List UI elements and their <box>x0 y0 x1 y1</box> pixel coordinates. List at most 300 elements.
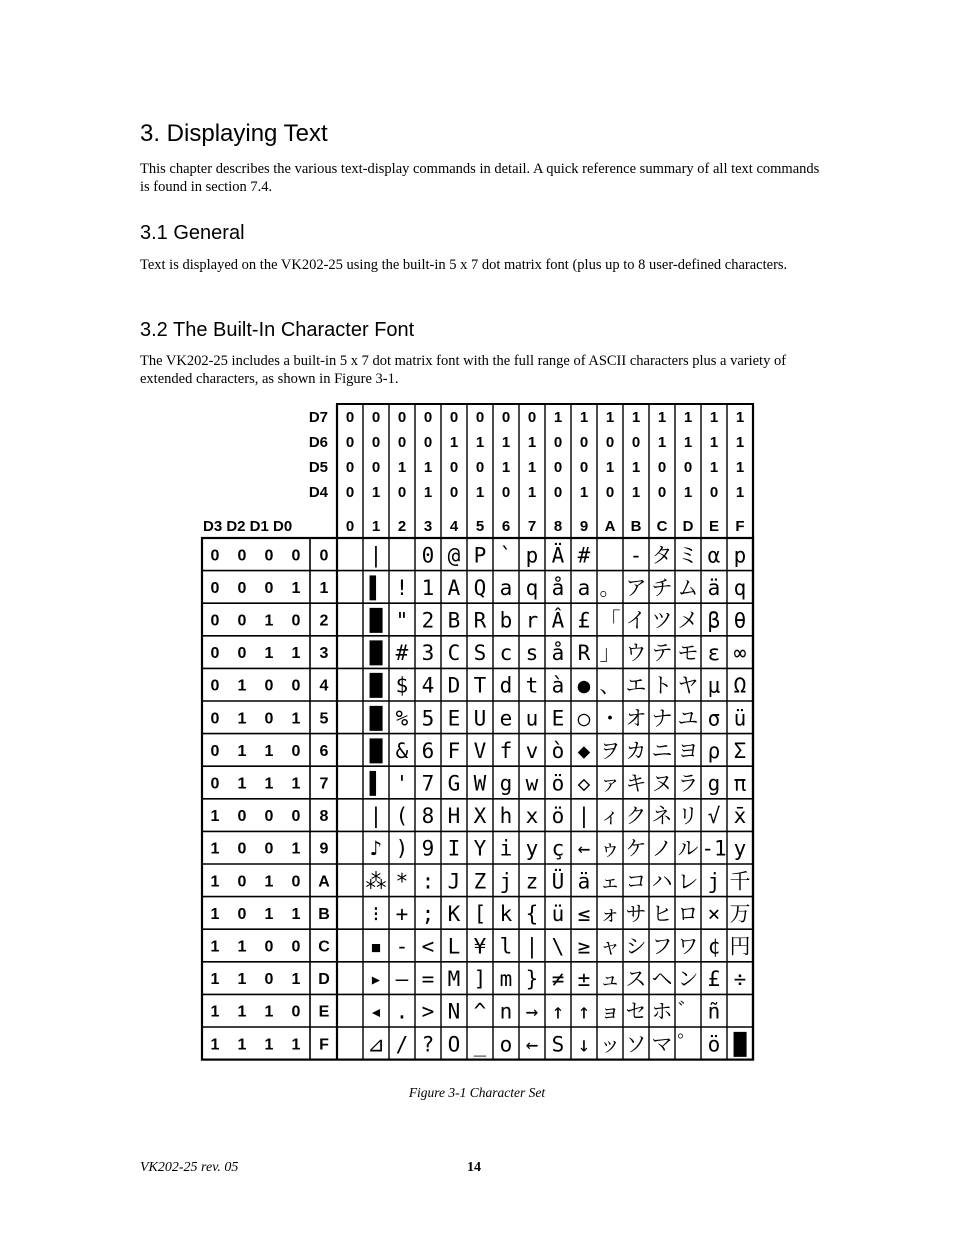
row-hex-label: C <box>318 938 330 956</box>
row-bit-value: 0 <box>210 645 220 663</box>
lower-bits-header: D3 D2 D1 D0 <box>203 518 293 535</box>
character-glyph: ○ <box>577 706 591 731</box>
row-bit-value: 0 <box>264 971 274 989</box>
character-glyph: f <box>499 738 513 763</box>
character-glyph: F <box>447 738 461 763</box>
column-hex-label: 2 <box>397 518 407 535</box>
character-glyph: イ <box>625 608 647 633</box>
upper-bit-value: 0 <box>709 484 719 501</box>
character-glyph: ホ <box>651 999 673 1024</box>
upper-bit-value: 1 <box>397 459 407 476</box>
character-glyph: ヤ <box>677 673 699 698</box>
character-glyph: W <box>473 771 487 796</box>
row-bit-value: 0 <box>264 938 274 956</box>
character-glyph: o <box>499 1032 513 1057</box>
row-hex-label: 0 <box>319 547 329 565</box>
row-hex-label: 7 <box>319 775 329 793</box>
character-glyph: メ <box>677 608 699 633</box>
character-glyph: | <box>525 934 539 959</box>
character-glyph: ノ <box>651 836 673 861</box>
character-glyph: ⁝ <box>372 901 380 926</box>
character-glyph: I <box>447 836 461 861</box>
character-glyph: ; <box>421 901 435 926</box>
character-glyph: √ <box>707 804 721 829</box>
character-glyph: 0 <box>421 543 435 568</box>
character-glyph: α <box>707 543 721 568</box>
upper-bit-value: 0 <box>683 459 693 476</box>
column-hex-label: D <box>682 518 694 535</box>
character-glyph: ュ <box>599 967 621 992</box>
row-bit-value: 1 <box>237 971 247 989</box>
character-glyph: : <box>421 869 435 894</box>
character-glyph: ャ <box>599 934 621 959</box>
character-glyph: チ <box>651 575 673 600</box>
character-glyph: < <box>421 934 435 959</box>
upper-bit-value: 1 <box>605 459 615 476</box>
row-hex-label: 3 <box>319 645 329 663</box>
upper-bit-value: 0 <box>657 459 667 476</box>
character-glyph: ρ <box>707 738 721 763</box>
character-glyph: g <box>499 771 513 796</box>
character-glyph: 千 <box>729 869 751 894</box>
column-hex-label: 3 <box>423 518 433 535</box>
character-glyph: £ <box>707 967 721 992</box>
character-glyph: ♪ <box>369 836 383 861</box>
character-glyph: ク <box>625 804 647 829</box>
character-glyph: S <box>551 1032 565 1057</box>
upper-bit-value: 0 <box>449 459 459 476</box>
row-bit-value: 0 <box>291 547 301 565</box>
character-glyph: ケ <box>625 836 647 861</box>
character-glyph: ゛ <box>677 999 699 1024</box>
character-glyph: ⁂ <box>365 869 387 894</box>
character-glyph: * <box>395 869 409 894</box>
character-glyph: - <box>629 543 643 568</box>
character-glyph: u <box>525 706 539 731</box>
character-glyph: 円 <box>729 934 751 959</box>
row-bit-value: 1 <box>264 1003 274 1021</box>
character-glyph: j <box>499 869 513 894</box>
column-hex-label: 5 <box>475 518 485 535</box>
character-glyph: テ <box>651 641 673 666</box>
character-glyph: ) <box>395 836 409 861</box>
row-bit-value: 0 <box>264 808 274 826</box>
upper-bit-value: 1 <box>449 434 459 451</box>
character-glyph: ロ <box>677 901 699 926</box>
character-glyph: { <box>525 901 539 926</box>
upper-bit-value: 1 <box>631 459 641 476</box>
character-glyph: l <box>499 934 513 959</box>
row-bit-value: 0 <box>210 579 220 597</box>
row-bit-value: 1 <box>291 971 301 989</box>
upper-bit-value: 0 <box>631 434 641 451</box>
row-bit-value: 0 <box>264 547 274 565</box>
row-bit-value: 0 <box>237 579 247 597</box>
character-glyph: = <box>421 967 435 992</box>
character-glyph: ヲ <box>599 738 621 763</box>
character-glyph: D <box>447 673 461 698</box>
upper-bit-value: 0 <box>605 484 615 501</box>
row-hex-label: 1 <box>319 579 329 597</box>
character-glyph: ≤ <box>577 901 591 926</box>
character-glyph: ァ <box>599 771 621 796</box>
character-glyph: U <box>473 706 487 731</box>
character-glyph: ¢ <box>707 934 721 959</box>
character-glyph: 9 <box>421 836 435 861</box>
character-glyph: 5 <box>421 706 435 731</box>
row-bit-value: 1 <box>291 645 301 663</box>
character-glyph: → <box>525 999 539 1024</box>
character-glyph: ö <box>707 1032 721 1057</box>
character-glyph: ス <box>625 967 647 992</box>
character-glyph: オ <box>625 706 647 731</box>
row-bit-value: 0 <box>291 1003 301 1021</box>
character-glyph: ç <box>551 836 565 861</box>
character-glyph: ò <box>551 738 565 763</box>
character-glyph: i <box>499 836 513 861</box>
character-glyph: à <box>551 673 565 698</box>
row-bit-value: 1 <box>210 808 220 826</box>
upper-bit-value: 1 <box>735 409 745 426</box>
character-glyph: Ä <box>551 543 565 568</box>
character-glyph: - <box>395 934 409 959</box>
upper-bit-label: D6 <box>308 434 328 451</box>
row-bit-value: 0 <box>264 677 274 695</box>
character-glyph: ヒ <box>651 901 673 926</box>
character-glyph: ネ <box>651 804 673 829</box>
upper-bit-value: 1 <box>553 409 563 426</box>
character-glyph: q <box>525 575 539 600</box>
character-glyph: Y <box>473 836 487 861</box>
character-glyph: ニ <box>651 738 673 763</box>
character-glyph: ッ <box>599 1032 621 1057</box>
character-glyph: S <box>473 641 487 666</box>
row-bit-value: 0 <box>210 547 220 565</box>
character-glyph: セ <box>625 999 647 1024</box>
row-bit-value: 0 <box>291 808 301 826</box>
character-glyph: █ <box>369 738 383 763</box>
upper-bit-value: 0 <box>449 484 459 501</box>
character-glyph: ● <box>577 673 591 698</box>
character-glyph: > <box>421 999 435 1024</box>
character-glyph: p <box>733 543 747 568</box>
upper-bit-value: 0 <box>345 434 355 451</box>
upper-bit-value: 1 <box>657 434 667 451</box>
character-glyph: ミ <box>677 543 699 568</box>
upper-bit-value: 0 <box>345 409 355 426</box>
character-glyph: モ <box>677 641 699 666</box>
character-glyph: B <box>447 608 461 633</box>
upper-bit-value: 1 <box>631 409 641 426</box>
row-bit-value: 1 <box>237 677 247 695</box>
character-glyph: ⊿ <box>367 1032 385 1057</box>
row-bit-value: 1 <box>291 1036 301 1054</box>
upper-bit-value: 1 <box>371 484 381 501</box>
section-title: 3. Displaying Text <box>140 120 328 147</box>
character-glyph: ▌ <box>369 575 383 600</box>
character-glyph: ä <box>577 869 591 894</box>
row-bit-value: 0 <box>237 612 247 630</box>
upper-bit-label: D5 <box>308 459 328 476</box>
character-glyph: $ <box>395 673 409 698</box>
upper-bit-value: 0 <box>527 409 537 426</box>
character-glyph: a <box>577 575 591 600</box>
upper-bit-label: D4 <box>308 484 328 501</box>
row-bit-value: 1 <box>210 1003 220 1021</box>
character-glyph: " <box>395 608 409 633</box>
column-hex-label: 9 <box>579 518 589 535</box>
character-glyph: ö <box>551 771 565 796</box>
character-glyph: \ <box>551 934 565 959</box>
character-glyph: + <box>395 901 409 926</box>
character-glyph: ↑ <box>577 999 591 1024</box>
character-glyph: 2 <box>421 608 435 633</box>
character-glyph: O <box>447 1032 461 1057</box>
row-bit-value: 1 <box>210 971 220 989</box>
character-glyph: K <box>447 901 461 926</box>
character-glyph: ア <box>625 575 647 600</box>
upper-bit-value: 1 <box>527 459 537 476</box>
character-glyph: ε <box>707 641 721 666</box>
character-glyph: P <box>473 543 487 568</box>
upper-bit-value: 1 <box>501 459 511 476</box>
row-bit-value: 0 <box>291 612 301 630</box>
character-glyph: σ <box>707 706 721 731</box>
row-bit-value: 1 <box>210 938 220 956</box>
character-glyph: キ <box>625 771 647 796</box>
row-bit-value: 1 <box>264 775 274 793</box>
character-glyph: ェ <box>599 869 621 894</box>
character-glyph: ヌ <box>651 771 673 796</box>
upper-bit-value: 0 <box>553 434 563 451</box>
character-glyph: μ <box>707 673 721 698</box>
row-bit-value: 1 <box>237 1003 247 1021</box>
row-bit-value: 0 <box>237 840 247 858</box>
character-glyph: 」 <box>599 641 621 666</box>
character-glyph: a <box>499 575 513 600</box>
row-bit-value: 1 <box>291 905 301 923</box>
character-glyph: ñ <box>707 999 721 1024</box>
row-hex-label: 5 <box>319 710 329 728</box>
character-glyph: A <box>447 575 461 600</box>
upper-bit-value: 1 <box>709 459 719 476</box>
row-bit-value: 1 <box>237 742 247 760</box>
row-bit-value: 1 <box>264 742 274 760</box>
character-glyph: R <box>577 641 591 666</box>
upper-bit-value: 0 <box>345 459 355 476</box>
character-glyph: ル <box>677 836 699 861</box>
character-glyph: N <box>447 999 461 1024</box>
character-glyph: J <box>447 869 461 894</box>
character-glyph: ± <box>577 967 591 992</box>
row-bit-value: 0 <box>237 547 247 565</box>
column-hex-label: F <box>735 518 745 535</box>
character-glyph: å <box>551 575 565 600</box>
row-bit-value: 0 <box>210 775 220 793</box>
character-glyph: █ <box>369 641 383 666</box>
character-glyph: } <box>525 967 539 992</box>
character-glyph: ョ <box>599 999 621 1024</box>
intro-paragraph: This chapter describes the various text-display commands in detail. A quick reference summary of all text commands is found in section 7.4. <box>140 161 820 195</box>
character-glyph: × <box>707 901 721 926</box>
upper-bit-value: 1 <box>501 434 511 451</box>
row-hex-label: D <box>318 971 330 989</box>
row-hex-label: 2 <box>319 612 329 630</box>
upper-bit-value: 0 <box>579 459 589 476</box>
character-glyph: レ <box>677 869 699 894</box>
row-bit-value: 1 <box>264 645 274 663</box>
character-glyph: | <box>369 804 383 829</box>
character-glyph: e <box>499 706 513 731</box>
column-hex-label: A <box>604 518 616 535</box>
character-glyph: ü <box>551 901 565 926</box>
row-bit-value: 0 <box>291 742 301 760</box>
column-hex-label: 6 <box>501 518 511 535</box>
upper-bit-value: 0 <box>553 484 563 501</box>
upper-bit-value: 0 <box>371 459 381 476</box>
character-glyph: ツ <box>651 608 673 633</box>
character-glyph: ユ <box>677 706 699 731</box>
character-glyph: t <box>525 673 539 698</box>
row-bit-value: 1 <box>210 873 220 891</box>
character-glyph: & <box>395 738 409 763</box>
column-hex-label: 8 <box>553 518 563 535</box>
character-glyph: Ω <box>733 673 747 698</box>
character-glyph: Â <box>551 608 565 633</box>
row-bit-value: 1 <box>291 775 301 793</box>
column-hex-label: 4 <box>449 518 459 535</box>
character-glyph: ▌ <box>369 771 383 796</box>
character-glyph: ← <box>577 836 591 861</box>
footer-page-number: 14 <box>467 1160 481 1175</box>
character-glyph: ∞ <box>733 641 747 666</box>
row-bit-value: 1 <box>210 1036 220 1054</box>
font-heading: 3.2 The Built-In Character Font <box>140 319 415 341</box>
character-glyph: G <box>447 771 461 796</box>
character-glyph: h <box>499 804 513 829</box>
row-bit-value: 0 <box>210 710 220 728</box>
upper-bit-value: 1 <box>735 484 745 501</box>
character-glyph: å <box>551 641 565 666</box>
upper-bit-value: 0 <box>397 484 407 501</box>
upper-bit-value: 1 <box>527 434 537 451</box>
character-glyph: | <box>577 804 591 829</box>
character-glyph: ¥ <box>473 934 487 959</box>
character-glyph: サ <box>625 901 647 926</box>
character-glyph: ? <box>421 1032 435 1057</box>
character-glyph: ! <box>395 575 409 600</box>
character-glyph: | <box>369 543 383 568</box>
row-hex-label: 9 <box>319 840 329 858</box>
character-glyph: X <box>473 804 487 829</box>
character-glyph: Q <box>473 575 487 600</box>
character-glyph: █ <box>369 706 383 731</box>
character-glyph: ム <box>677 575 699 600</box>
row-bit-value: 0 <box>237 645 247 663</box>
upper-bit-value: 0 <box>553 459 563 476</box>
row-hex-label: E <box>318 1003 330 1021</box>
upper-bit-value: 1 <box>527 484 537 501</box>
character-glyph: ・ <box>599 706 621 731</box>
upper-bit-value: 0 <box>397 409 407 426</box>
character-glyph: 7 <box>421 771 435 796</box>
character-glyph: % <box>395 706 409 731</box>
character-glyph: ▸ <box>369 967 383 992</box>
character-glyph: r <box>525 608 539 633</box>
upper-bit-value: 0 <box>371 434 381 451</box>
row-bit-value: 1 <box>291 579 301 597</box>
upper-bit-value: 1 <box>683 484 693 501</box>
character-glyph: ン <box>677 967 699 992</box>
upper-bit-value: 1 <box>683 409 693 426</box>
row-bit-value: 1 <box>264 612 274 630</box>
character-glyph: C <box>447 641 461 666</box>
row-bit-value: 1 <box>237 775 247 793</box>
row-bit-value: 1 <box>291 710 301 728</box>
character-glyph: Σ <box>733 738 747 763</box>
upper-bit-value: 0 <box>501 484 511 501</box>
upper-bit-value: 0 <box>657 484 667 501</box>
character-glyph: . <box>395 999 409 1024</box>
character-glyph: 万 <box>729 901 751 926</box>
character-glyph: ◂ <box>369 999 383 1024</box>
character-glyph: ト <box>651 673 673 698</box>
character-glyph: ナ <box>651 706 673 731</box>
character-glyph: [ <box>473 901 487 926</box>
character-glyph: ゜ <box>677 1032 699 1057</box>
upper-bit-value: 0 <box>605 434 615 451</box>
character-glyph: v <box>525 738 539 763</box>
upper-bit-value: 0 <box>449 409 459 426</box>
character-glyph: ] <box>473 967 487 992</box>
character-glyph: ◇ <box>577 771 591 796</box>
character-glyph: 「 <box>599 608 621 633</box>
upper-bit-value: 1 <box>709 434 719 451</box>
character-glyph: E <box>447 706 461 731</box>
upper-bit-value: 0 <box>475 459 485 476</box>
character-glyph: H <box>447 804 461 829</box>
character-glyph: y <box>525 836 539 861</box>
character-glyph: n <box>499 999 513 1024</box>
row-hex-label: B <box>318 905 330 923</box>
upper-bit-value: 1 <box>423 484 433 501</box>
upper-bit-value: 0 <box>475 409 485 426</box>
row-bit-value: 0 <box>291 938 301 956</box>
general-paragraph: Text is displayed on the VK202-25 using the built-in 5 x 7 dot matrix font (plus up to 8 user-defined characters. <box>140 257 788 273</box>
row-bit-value: 0 <box>264 579 274 597</box>
character-glyph: █ <box>369 608 383 633</box>
figure-caption: Figure 3-1 Character Set <box>408 1085 546 1100</box>
character-glyph: j <box>707 869 721 894</box>
character-glyph: タ <box>651 543 673 568</box>
upper-bit-value: 0 <box>345 484 355 501</box>
character-glyph: c <box>499 641 513 666</box>
character-glyph: m <box>499 967 513 992</box>
row-bit-value: 0 <box>264 710 274 728</box>
upper-bit-value: 0 <box>423 409 433 426</box>
character-glyph: ヨ <box>677 738 699 763</box>
row-bit-value: 0 <box>237 808 247 826</box>
character-glyph: ä <box>707 575 721 600</box>
character-glyph: ワ <box>677 934 699 959</box>
column-hex-label: 7 <box>527 518 537 535</box>
character-glyph: コ <box>625 869 647 894</box>
row-bit-value: 0 <box>210 677 220 695</box>
character-glyph: T <box>473 673 487 698</box>
character-glyph: s <box>525 641 539 666</box>
character-glyph: エ <box>625 673 647 698</box>
character-glyph: b <box>499 608 513 633</box>
